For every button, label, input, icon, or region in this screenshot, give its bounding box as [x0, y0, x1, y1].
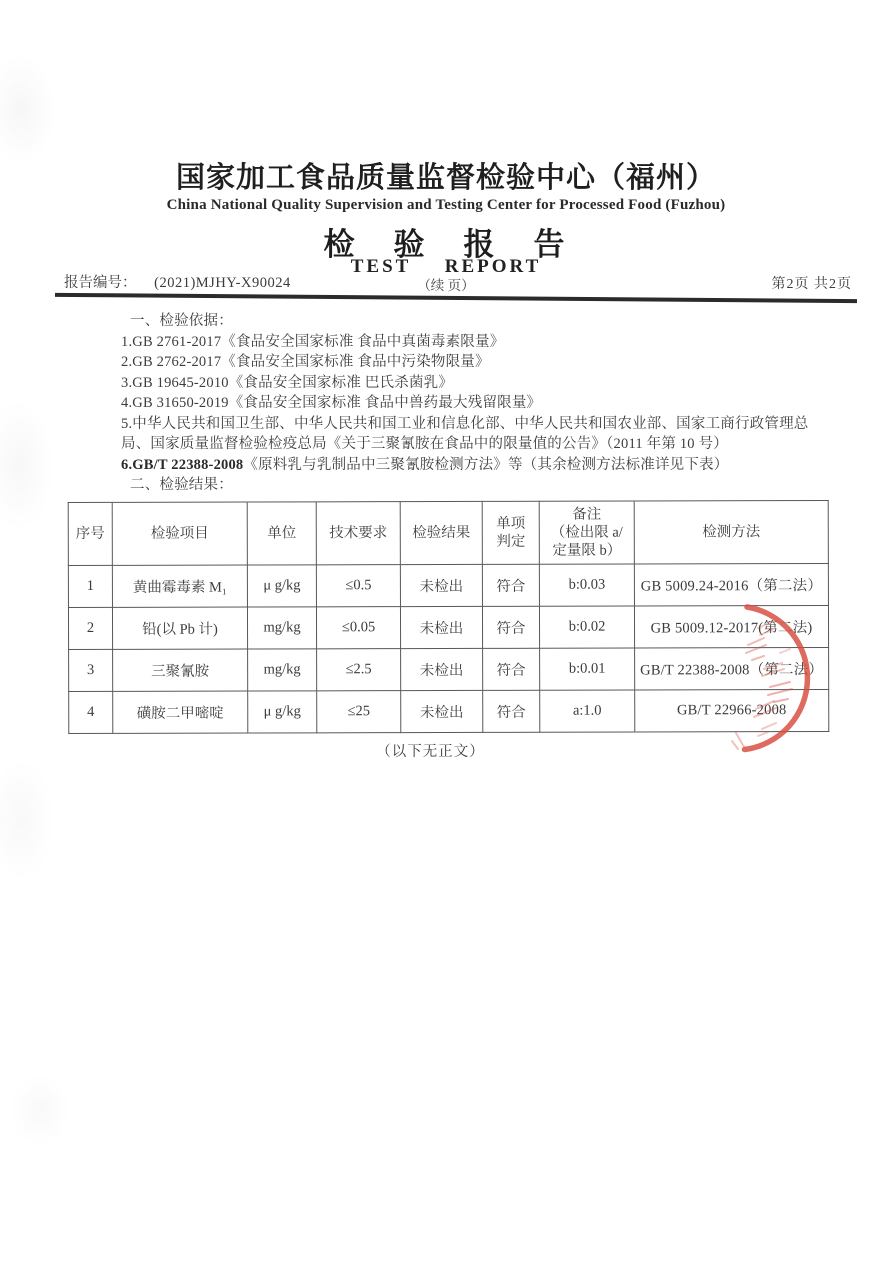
cell-remark: b:0.02 — [539, 606, 634, 648]
report-number-label: 报告编号： — [64, 275, 137, 291]
continuation-note: （续 页） — [417, 278, 475, 293]
cell-judgment: 符合 — [482, 564, 539, 606]
remark-line: （检出限 a/ — [550, 524, 623, 541]
judgment-line: 判定 — [496, 533, 526, 550]
results-heading: 二、检验结果： — [130, 477, 233, 493]
basis-heading: 一、检验依据： — [130, 313, 233, 329]
cell-judgment: 符合 — [483, 690, 540, 732]
scan-artifact — [0, 400, 54, 530]
cell-method: GB 5009.24-2016（第二法） — [634, 563, 828, 606]
cell-item: 磺胺二甲嘧啶 — [113, 691, 248, 733]
scan-artifact — [0, 55, 56, 165]
header-divider-rule — [55, 293, 857, 303]
col-header-judgment — [482, 501, 539, 564]
cell-result: 未检出 — [401, 690, 483, 732]
col-header-method: 检测方法 — [634, 500, 828, 564]
report-title-english: TEST REPORT — [350, 256, 542, 277]
col-header-remark — [539, 501, 634, 564]
col-header-requirement: 技术要求 — [316, 501, 400, 564]
center-name-english: China National Quality Supervision and Testing Center for Processed Food (Fuzhou) — [166, 197, 726, 213]
cell-no: 2 — [68, 607, 112, 649]
scan-artifact — [10, 1075, 70, 1145]
basis-item: 4.GB 31650-2019《食品安全国家标准 食品中兽药最大残留限量》 — [121, 395, 542, 411]
cell-item: 铅(以 Pb 计) — [112, 607, 247, 649]
cell-requirement: ≤2.5 — [317, 648, 401, 690]
cell-result: 未检出 — [401, 648, 483, 690]
cell-item: 黄曲霉毒素 M₁ — [112, 565, 247, 607]
cell-item: 三聚氰胺 — [113, 649, 248, 691]
col-header-unit: 单位 — [247, 501, 316, 564]
basis-item6-text: 《原料乳与乳制品中三聚氰胺检测方法》等（其余检测方法标准详见下表） — [243, 456, 729, 473]
cell-judgment: 符合 — [483, 648, 540, 690]
end-of-text-note: （以下无正文） — [376, 743, 485, 760]
cell-requirement: ≤0.05 — [316, 606, 400, 648]
basis-item6-standard-number: 6.GB/T 22388-2008 — [121, 456, 244, 473]
cell-unit: mg/kg — [247, 606, 316, 648]
basis-item — [121, 455, 835, 476]
cell-remark: b:0.03 — [539, 564, 634, 606]
scan-artifact — [0, 760, 54, 880]
cell-unit: mg/kg — [248, 648, 317, 690]
table-row — [69, 647, 829, 691]
cell-method: GB/T 22966-2008 — [635, 689, 829, 732]
table-header-row — [68, 500, 828, 565]
cell-requirement: ≤0.5 — [316, 564, 400, 606]
cell-result: 未检出 — [400, 606, 482, 648]
basis-item: 5.中华人民共和国卫生部、中华人民共和国工业和信息化部、中华人民共和国农业部、国家工商行政管理总局、国家质量监督检验检疫总局《关于三聚氰胺在食品中的限量值的公告》（2011 年第 10 号） — [121, 415, 809, 452]
cell-remark: a:1.0 — [540, 690, 635, 732]
cell-no: 4 — [69, 691, 113, 733]
basis-item: 1.GB 2761-2017《食品安全国家标准 食品中真菌毒素限量》 — [121, 333, 505, 350]
page-info: 第2页 共2页 — [771, 277, 852, 292]
col-header-no: 序号 — [68, 502, 112, 565]
cell-unit: μ g/kg — [247, 564, 316, 606]
cell-no: 3 — [69, 649, 113, 691]
cell-judgment: 符合 — [482, 606, 539, 648]
results-table-wrapper — [68, 500, 829, 734]
report-title-chinese: 检 验 报 告 — [323, 227, 569, 262]
remark-line: 备注 — [572, 506, 602, 523]
report-number-value: (2021)MJHY-X90024 — [154, 275, 291, 291]
report-meta-row — [0, 271, 892, 293]
remark-line: 定量限 b） — [552, 542, 622, 559]
cell-requirement: ≤25 — [317, 690, 401, 732]
judgment-line: 单项 — [496, 515, 526, 532]
results-table — [68, 500, 830, 734]
cell-method: GB 5009.12-2017(第二法) — [634, 605, 828, 648]
col-header-item: 检验项目 — [112, 502, 247, 565]
cell-result: 未检出 — [400, 564, 482, 606]
table-row — [69, 689, 829, 733]
basis-item: 2.GB 2762-2017《食品安全国家标准 食品中污染物限量》 — [121, 354, 490, 370]
basis-item: 3.GB 19645-2010《食品安全国家标准 巴氏杀菌乳》 — [121, 374, 454, 391]
table-row — [68, 605, 828, 649]
table-row — [68, 563, 828, 607]
cell-method: GB/T 22388-2008（第二法） — [635, 647, 829, 690]
cell-remark: b:0.01 — [540, 648, 635, 690]
col-header-result: 检验结果 — [400, 501, 482, 564]
cell-no: 1 — [68, 565, 112, 607]
cell-unit: μ g/kg — [248, 690, 317, 732]
report-body — [75, 311, 835, 761]
center-name-chinese: 国家加工食品质量监督检验中心（福州） — [175, 162, 716, 194]
